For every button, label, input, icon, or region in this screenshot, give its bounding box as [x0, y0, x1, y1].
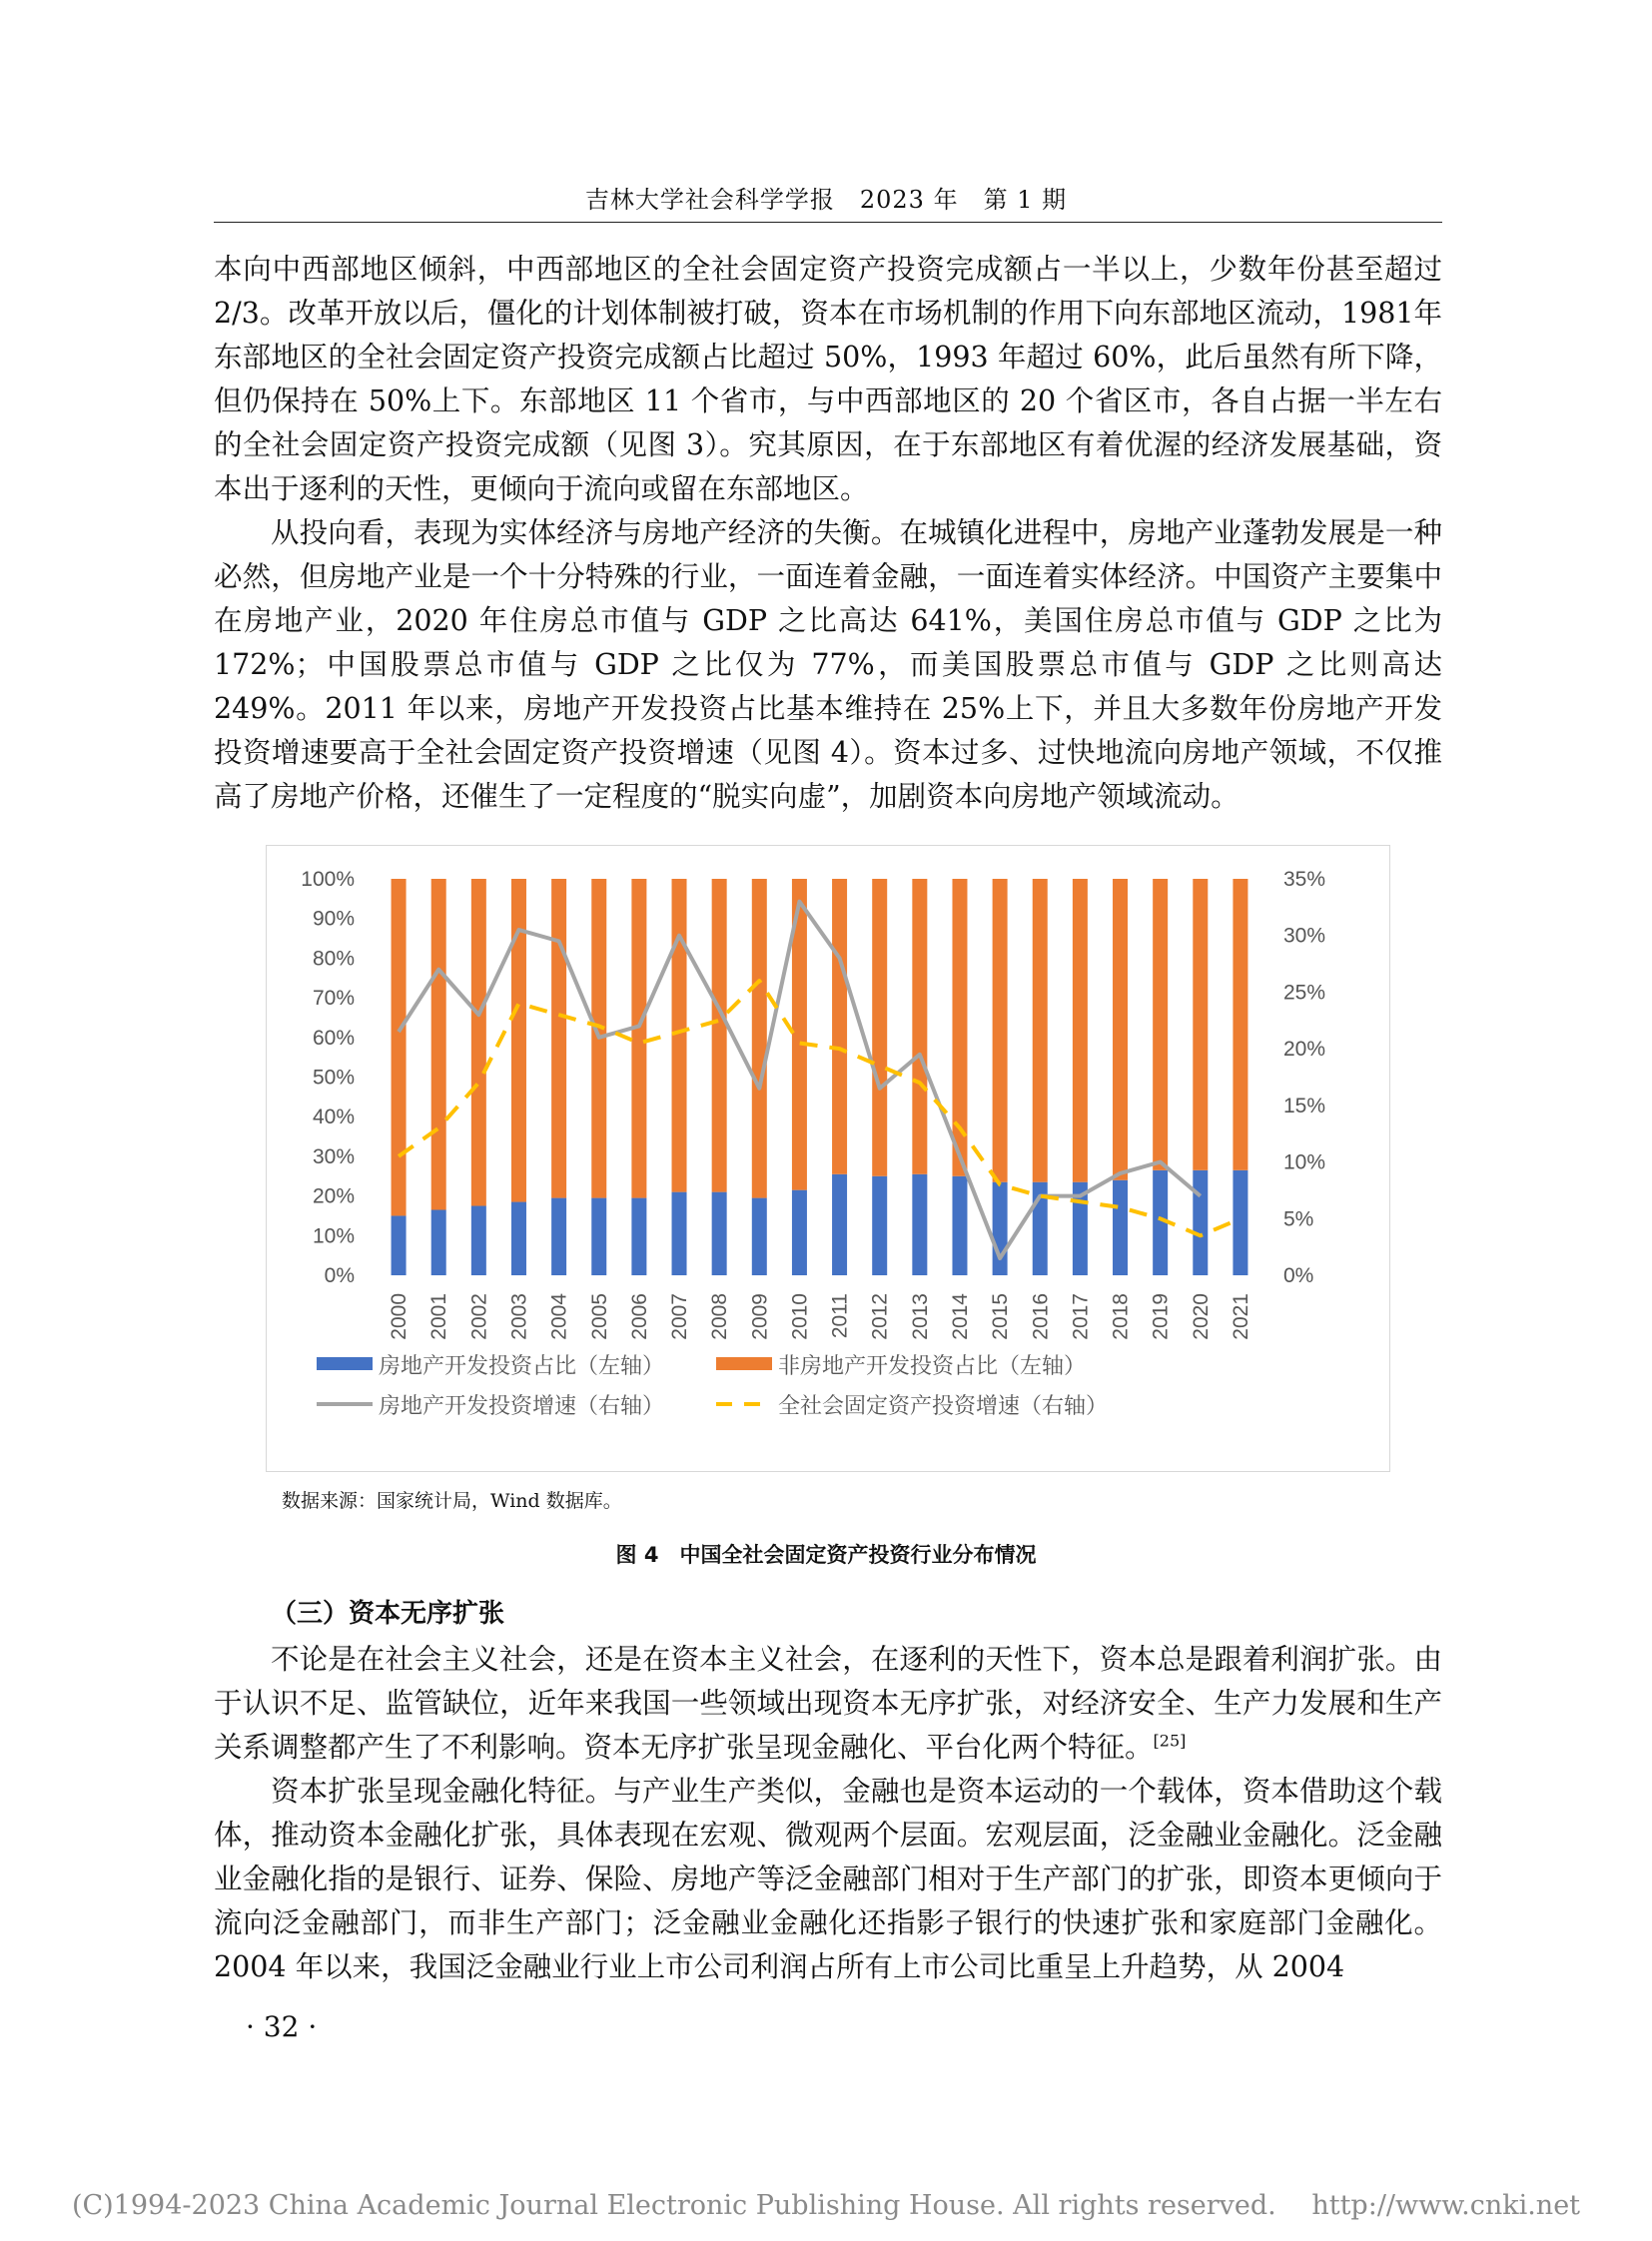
bar-non-real-estate-share	[952, 879, 967, 1176]
x-axis-year-label: 2009	[748, 1293, 772, 1340]
right-axis-tick-label: 35%	[1283, 868, 1326, 891]
bar-real-estate-share	[631, 1198, 646, 1275]
bar-real-estate-share	[1193, 1170, 1208, 1275]
figure-caption: 图 4 中国全社会固定资产投资行业分布情况	[615, 1543, 1037, 1567]
bar-non-real-estate-share	[712, 879, 727, 1192]
left-axis-tick-label: 10%	[312, 1224, 355, 1248]
bar-real-estate-share	[1233, 1170, 1247, 1275]
running-header: 吉林大学社会科学学报 2023 年 第 1 期	[584, 186, 1068, 214]
bar-non-real-estate-share	[631, 879, 646, 1198]
left-axis-tick-label: 0%	[324, 1264, 355, 1287]
figure-source-note: 数据来源：国家统计局，Wind 数据库。	[282, 1490, 622, 1512]
bar-non-real-estate-share	[1233, 879, 1247, 1170]
left-axis-tick-label: 30%	[312, 1144, 355, 1168]
bar-non-real-estate-share	[431, 879, 446, 1209]
right-axis-tick-label: 20%	[1283, 1038, 1326, 1062]
bar-non-real-estate-share	[832, 879, 847, 1174]
bar-non-real-estate-share	[672, 879, 687, 1192]
x-axis-year-label: 2019	[1149, 1293, 1173, 1340]
paragraph-regional-investment: 本向中西部地区倾斜，中西部地区的全社会固定资产投资完成额占一半以上，少数年份甚至超过2/3。改革开放以后，僵化的计划体制被打破，资本在市场机制的作用下向东部地区流动，1981年东部地区的全社会固定资产投资完成额占比超过 50%，1993 年超过 60%，此后虽然有所下降，但仍保持在 50%上下。东部地区 11 个省市，与中西部地区的 20 个省区市，各自占据一半左右的全社会固定资产投资完成额（见图 3）。究其原因，在于东部地区有着优渥的经济发展基础，资本出于逐利的天性，更倾向于流向或留在东部地区。	[214, 253, 1442, 505]
left-axis-tick-label: 60%	[312, 1026, 355, 1050]
left-axis-tick-label: 90%	[312, 907, 355, 931]
x-axis-year-label: 2010	[788, 1293, 812, 1340]
left-axis-tick-label: 70%	[312, 987, 355, 1011]
bar-non-real-estate-share	[471, 879, 486, 1206]
x-axis-year-label: 2013	[908, 1293, 932, 1340]
x-axis-year-label: 2020	[1189, 1293, 1213, 1340]
right-axis-tick-label: 10%	[1283, 1150, 1326, 1174]
bar-non-real-estate-share	[392, 879, 407, 1215]
header-rule	[214, 222, 1442, 223]
bar-non-real-estate-share	[752, 879, 767, 1198]
x-axis-year-label: 2014	[948, 1293, 972, 1340]
x-axis-year-label: 2021	[1229, 1293, 1252, 1340]
legend-swatch	[716, 1357, 772, 1370]
paragraph-disorderly-expansion-text: 不论是在社会主义社会，还是在资本主义社会，在逐利的天性下，资本总是跟着利润扩张。由于认识不足、监管缺位，近年来我国一些领域出现资本无序扩张，对经济安全、生产力发展和生产关系调整都产生了不利影响。资本无序扩张呈现金融化、平台化两个特征。	[214, 1643, 1442, 1764]
x-axis-year-label: 2002	[467, 1293, 491, 1340]
bar-non-real-estate-share	[1153, 879, 1168, 1170]
bar-real-estate-share	[952, 1176, 967, 1275]
bar-real-estate-share	[1113, 1180, 1128, 1275]
x-axis-year-label: 2000	[388, 1293, 412, 1340]
bar-real-estate-share	[431, 1209, 446, 1275]
bar-non-real-estate-share	[511, 879, 526, 1202]
right-axis-tick-label: 30%	[1283, 924, 1326, 948]
bar-real-estate-share	[752, 1198, 767, 1275]
page-number: · 32 ·	[246, 2010, 318, 2043]
bar-real-estate-share	[511, 1202, 526, 1275]
x-axis-year-label: 2004	[547, 1293, 571, 1340]
bar-real-estate-share	[392, 1215, 407, 1275]
bar-non-real-estate-share	[1033, 879, 1048, 1182]
x-axis-year-label: 2016	[1029, 1293, 1053, 1340]
citation-25: [25]	[1153, 1731, 1187, 1751]
bar-real-estate-share	[551, 1198, 566, 1275]
bar-real-estate-share	[832, 1174, 847, 1275]
bar-real-estate-share	[712, 1192, 727, 1275]
bar-non-real-estate-share	[872, 879, 887, 1176]
right-axis-tick-label: 15%	[1283, 1094, 1326, 1118]
bar-real-estate-share	[471, 1206, 486, 1275]
left-axis-tick-label: 100%	[301, 868, 355, 891]
bar-non-real-estate-share	[1073, 879, 1088, 1182]
bar-real-estate-share	[591, 1198, 606, 1275]
legend-label: 房地产开发投资占比（左轴）	[379, 1354, 665, 1379]
right-axis-tick-label: 0%	[1283, 1264, 1314, 1287]
x-axis-year-label: 2007	[668, 1293, 692, 1340]
left-axis-tick-label: 50%	[312, 1066, 355, 1090]
left-axis-tick-label: 20%	[312, 1184, 355, 1208]
x-axis-year-label: 2005	[587, 1293, 611, 1340]
section-heading: （三）资本无序扩张	[271, 1599, 505, 1629]
copyright-footer: (C)1994-2023 China Academic Journal Electronic Publishing House. All rights reserved. http://www.cnki.net	[71, 2190, 1581, 2221]
bar-non-real-estate-share	[551, 879, 566, 1198]
paragraph-disorderly-expansion	[214, 1638, 1442, 1770]
left-axis-tick-label: 40%	[312, 1106, 355, 1129]
bar-non-real-estate-share	[912, 879, 927, 1174]
legend-label: 非房地产开发投资占比（左轴）	[778, 1354, 1087, 1379]
x-axis-year-label: 2003	[507, 1293, 531, 1340]
legend-label: 房地产开发投资增速（右轴）	[379, 1394, 665, 1419]
x-axis-year-label: 2006	[627, 1293, 651, 1340]
bar-real-estate-share	[672, 1192, 687, 1275]
x-axis-year-label: 2001	[427, 1293, 451, 1340]
bar-non-real-estate-share	[1113, 879, 1128, 1180]
legend-swatch	[317, 1357, 373, 1370]
x-axis-year-label: 2011	[828, 1293, 852, 1339]
bar-non-real-estate-share	[993, 879, 1008, 1182]
right-axis-tick-label: 5%	[1283, 1207, 1314, 1231]
chart-canvas	[267, 846, 1389, 1471]
figure-4-chart	[266, 845, 1390, 1472]
x-axis-year-label: 2018	[1109, 1293, 1133, 1340]
right-axis-tick-label: 25%	[1283, 981, 1326, 1005]
x-axis-year-label: 2017	[1069, 1293, 1093, 1340]
legend-label: 全社会固定资产投资增速（右轴）	[778, 1394, 1109, 1419]
x-axis-year-label: 2015	[989, 1293, 1013, 1340]
bar-real-estate-share	[993, 1182, 1008, 1275]
left-axis-tick-label: 80%	[312, 947, 355, 971]
paragraph-investment-direction: 从投向看，表现为实体经济与房地产经济的失衡。在城镇化进程中，房地产业蓬勃发展是一种必然，但房地产业是一个十分特殊的行业，一面连着金融，一面连着实体经济。中国资产主要集中在房地产业，2020 年住房总市值与 GDP 之比高达 641%，美国住房总市值与 GDP 之比为 172%；中国股票总市值与 GDP 之比仅为 77%，而美国股票总市值与 GDP 之比则高达 249%。2011 年以来，房地产开发投资占比基本维持在 25%上下，并且大多数年份房地产开发投资增速要高于全社会固定资产投资增速（见图 4）。资本过多、过快地流向房地产领域，不仅推高了房地产价格，还催生了一定程度的“脱实向虚”，加剧资本向房地产领域流动。	[214, 516, 1442, 813]
paragraph-financialization: 资本扩张呈现金融化特征。与产业生产类似，金融也是资本运动的一个载体，资本借助这个载体，推动资本金融化扩张，具体表现在宏观、微观两个层面。宏观层面，泛金融业金融化。泛金融业金融化指的是银行、证券、保险、房地产等泛金融部门相对于生产部门的扩张，即资本更倾向于流向泛金融部门，而非生产部门；泛金融业金融化还指影子银行的快速扩张和家庭部门金融化。2004 年以来，我国泛金融业行业上市公司利润占所有上市公司比重呈上升趋势，从 2004	[214, 1775, 1442, 1983]
bar-real-estate-share	[872, 1176, 887, 1275]
bar-real-estate-share	[912, 1174, 927, 1275]
x-axis-year-label: 2008	[708, 1293, 732, 1340]
x-axis-year-label: 2012	[868, 1293, 892, 1340]
bar-real-estate-share	[792, 1190, 807, 1275]
bar-non-real-estate-share	[1193, 879, 1208, 1170]
